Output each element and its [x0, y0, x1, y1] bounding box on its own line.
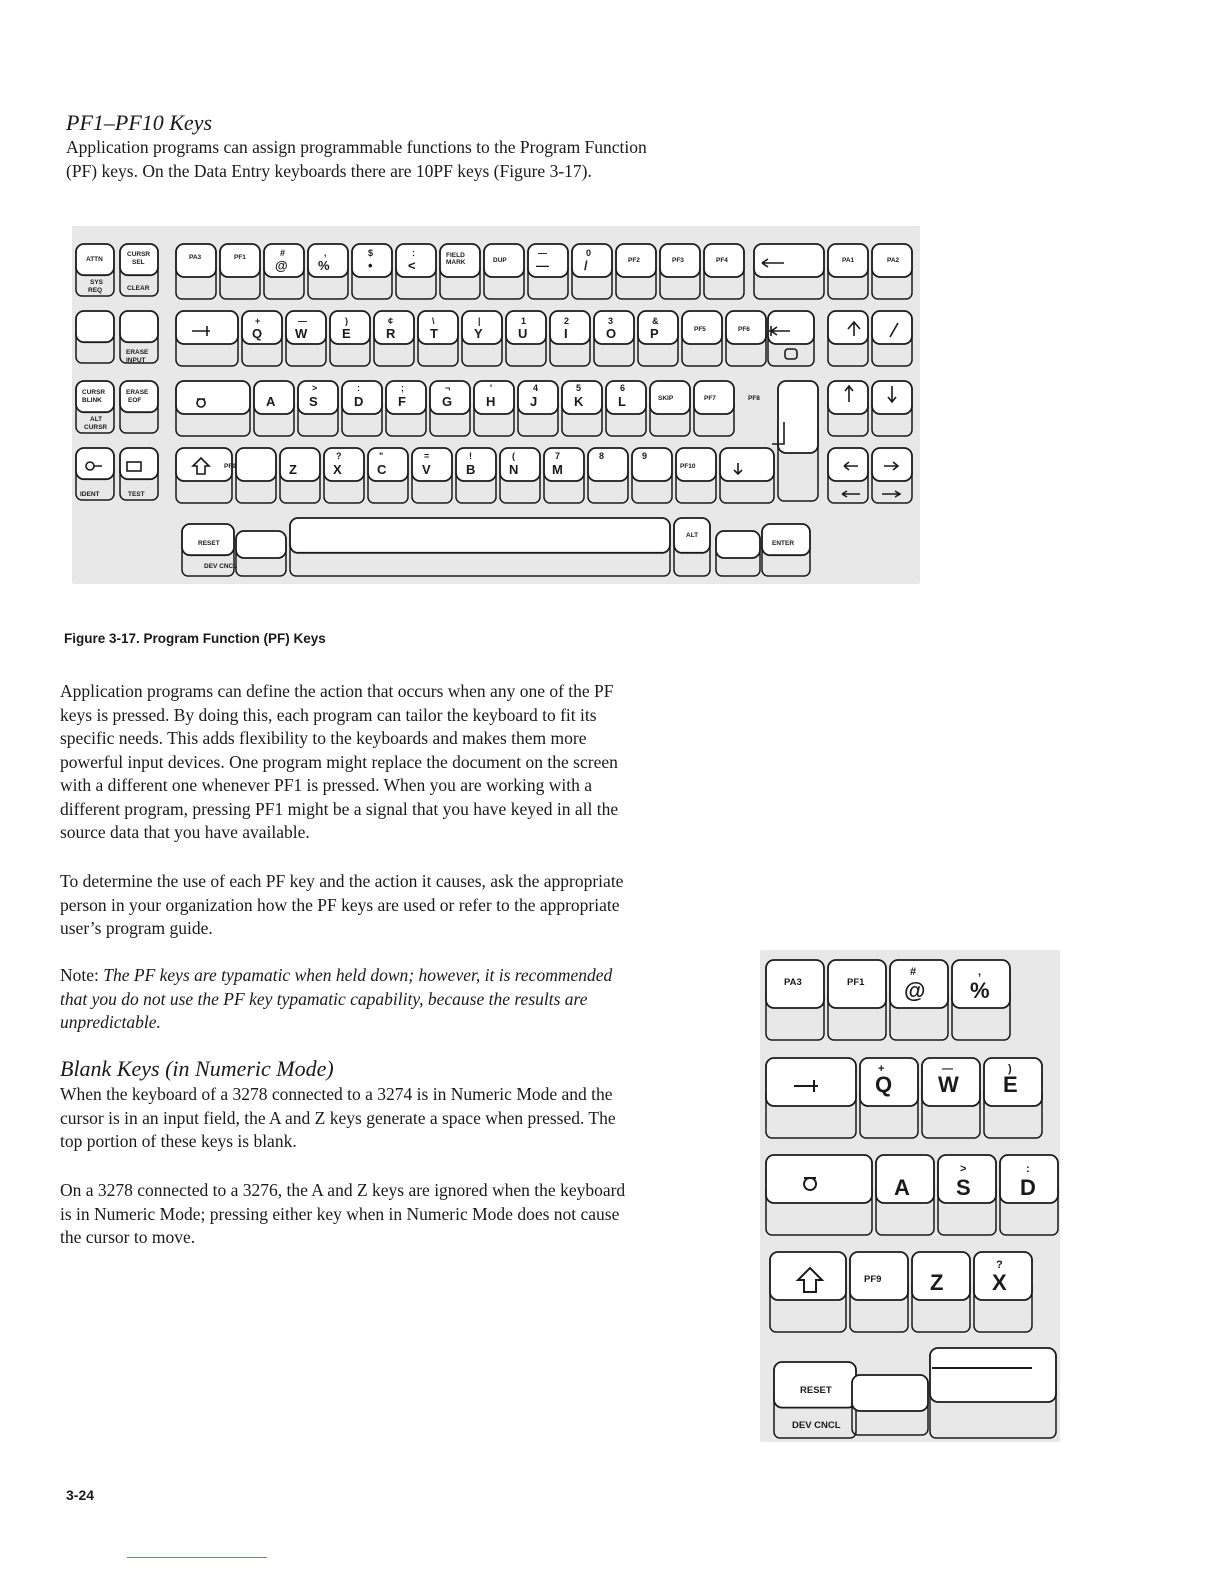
text-line: On a 3278 connected to a 3276, the A and Z keys are ignored when the keyboard: [60, 1180, 626, 1200]
keycap-backtab: [768, 311, 814, 366]
page-number: 3-24: [66, 1487, 95, 1503]
intro-line: Application programs can assign programmable functions to the Program Function: [66, 137, 647, 157]
key-erase-input-2: INPUT: [126, 357, 146, 364]
keycap-row1: [616, 244, 656, 299]
key-v: V: [422, 462, 431, 477]
keycap-shift: [176, 448, 232, 503]
keycap-right: [872, 244, 912, 299]
zoom-key-percent: %: [970, 978, 990, 1003]
key-pa2: PA2: [887, 257, 900, 264]
key-pf2: PF2: [628, 257, 640, 264]
key-pf5: PF5: [694, 326, 706, 333]
text-line: with a different one whenever PF1 is pressed. When you are working with a: [60, 775, 592, 795]
key-seven: 7: [555, 451, 561, 461]
paragraph-blank-keys-3276: [60, 1179, 740, 1250]
key-pf7: PF7: [704, 395, 716, 402]
text-line: cursor is in an input field, the A and Z keys generate a space when pressed. The: [60, 1107, 616, 1128]
key-j: J: [530, 394, 538, 409]
keyboard-figure: [72, 226, 920, 584]
keycap-tab: [176, 311, 238, 366]
key-t: T: [430, 326, 438, 341]
note-block: [60, 964, 740, 1035]
key-cursr-blink-1: CURSR: [82, 389, 106, 396]
zoom-key-greater: >: [960, 1163, 967, 1175]
key-erase-eof-1: ERASE: [126, 389, 149, 396]
key-colon: :: [412, 248, 415, 258]
zoom-key-plus: +: [878, 1063, 885, 1075]
keycap-right: [828, 244, 868, 299]
keycap-right: [828, 381, 868, 436]
key-skip: SKIP: [658, 395, 674, 402]
key-dash-top: —: [538, 248, 547, 258]
key-sys-req-2: REQ: [88, 287, 103, 294]
key-slash: /: [584, 258, 588, 273]
key-one: 1: [521, 316, 527, 326]
text-line: specific needs. This adds flexibility to the keyboards and makes them more: [60, 728, 587, 748]
key-pf9: PF9: [224, 463, 236, 470]
key-m: M: [552, 462, 563, 477]
zoom-keycap-space: [930, 1348, 1056, 1438]
key-quote: ": [379, 451, 384, 461]
keycap-enter: [762, 524, 810, 576]
key-i: I: [564, 326, 568, 341]
keycap-right: [872, 311, 912, 366]
key-reset: RESET: [198, 540, 220, 547]
key-three: 3: [608, 316, 614, 326]
key-pf6: PF6: [738, 326, 750, 333]
zoom-key-d: D: [1020, 1175, 1036, 1200]
keycap-row1: [220, 244, 260, 299]
key-s: S: [309, 394, 318, 409]
zoom-key-pf1: PF1: [847, 977, 865, 988]
key-f: F: [398, 394, 406, 409]
key-dash: —: [536, 258, 549, 273]
intro-paragraph: [66, 136, 647, 183]
zoom-key-comma: ,: [978, 966, 982, 978]
key-o: O: [606, 326, 617, 341]
figure-caption: Figure 3-17. Program Function (PF) Keys: [64, 631, 326, 646]
keycap-row2: [550, 311, 590, 366]
keyboard-drawing: [72, 226, 920, 584]
key-equals: =: [424, 451, 430, 461]
key-x: X: [333, 462, 342, 477]
key-l: L: [618, 394, 626, 409]
key-sys-req-1: SYS: [90, 279, 104, 286]
keycap-row3: [606, 381, 646, 436]
keycap-row2: [726, 311, 766, 366]
zoom-keycap-pa3: [766, 960, 824, 1040]
zoom-keycap-lock: [766, 1155, 872, 1235]
zoom-key-hash: #: [910, 966, 917, 978]
key-pipe: |: [478, 316, 481, 326]
key-pf4: PF4: [716, 257, 728, 264]
keycap-left-r2: [76, 311, 114, 363]
key-w: W: [295, 326, 308, 341]
keycap-row2: [682, 311, 722, 366]
keyboard-zoom-drawing: [760, 950, 1060, 1442]
key-zero: 0: [586, 248, 592, 258]
keycap-row4: [412, 448, 452, 503]
fast-right-icon: [882, 491, 900, 497]
key-pa3: PA3: [189, 254, 202, 261]
key-plus: +: [255, 316, 261, 326]
key-attn: ATTN: [86, 256, 103, 263]
text-line: To determine the use of each PF key and the action it causes, ask the appropriate: [60, 871, 624, 891]
zoom-keycap-q: [860, 1058, 918, 1138]
key-cent: ¢: [388, 316, 394, 326]
key-greater: >: [312, 383, 318, 393]
keycap-row4: [544, 448, 584, 503]
key-d: D: [354, 394, 364, 409]
keycap-row4: [368, 448, 408, 503]
paragraph-determine: [60, 870, 720, 941]
key-at: @: [275, 258, 288, 273]
keycap-row3: [650, 381, 690, 436]
section-heading-pf-keys: PF1–PF10 Keys: [66, 110, 213, 135]
key-pf3: PF3: [672, 257, 684, 264]
key-r: R: [386, 326, 396, 341]
keycap-space: [290, 518, 670, 576]
keyboard-zoom-figure: [760, 950, 1060, 1442]
text-line: keys is pressed. By doing this, each program can tailor the keyboard to fit its: [60, 704, 597, 725]
key-pf10: PF10: [680, 463, 696, 470]
text-line: source data that you have available.: [60, 822, 310, 842]
text-line: the cursor to move.: [60, 1227, 196, 1247]
key-alt: ALT: [686, 532, 699, 539]
zoom-key-a: A: [894, 1175, 910, 1200]
note-label: Note:: [60, 965, 99, 985]
key-alt-cursr-1: ALT: [90, 416, 103, 423]
zoom-key-e: E: [1003, 1072, 1018, 1097]
note-text: that you do not use the PF key typamatic capability, because the results are: [60, 988, 588, 1009]
zoom-key-colon: :: [1026, 1163, 1030, 1175]
text-line: powerful input devices. One program might replace the document on the screen: [60, 751, 618, 772]
section-heading-blank-keys: Blank Keys (in Numeric Mode): [60, 1056, 334, 1081]
keycap-row4: [456, 448, 496, 503]
keycap-lock: [176, 381, 250, 436]
key-five: 5: [576, 383, 582, 393]
key-ampersand: &: [652, 316, 659, 326]
zoom-key-at: @: [904, 978, 926, 1003]
keycap-row1: [572, 244, 612, 299]
keycap-row4: [676, 448, 716, 503]
key-n: N: [509, 462, 519, 477]
keycap-backspace: [754, 244, 824, 299]
zoom-keycap-blank: [852, 1375, 928, 1435]
key-k: K: [574, 394, 584, 409]
text-line: person in your organization how the PF keys are used or refer to the appropriate: [60, 894, 620, 915]
key-c: C: [377, 462, 387, 477]
keycap-row4: [588, 448, 628, 503]
key-y: Y: [474, 326, 483, 341]
bottom-rule: [127, 1557, 267, 1558]
zoom-key-x: X: [992, 1270, 1007, 1295]
key-z: Z: [289, 462, 297, 477]
keycap-row4: [500, 448, 540, 503]
keycap-right: [828, 311, 868, 366]
key-question: ?: [336, 451, 342, 461]
key-e: E: [342, 326, 351, 341]
zoom-keycap-pf9: [850, 1252, 908, 1332]
key-bullet: •: [368, 258, 373, 273]
key-dash-w: —: [298, 316, 307, 326]
key-alt-cursr-2: CURSR: [84, 424, 108, 431]
text-line: different program, pressing PF1 might be a signal that you have keyed in all the: [60, 798, 619, 819]
key-colon-d: :: [357, 383, 360, 393]
key-erase-input-1: ERASE: [126, 349, 149, 356]
keycap-row1: [704, 244, 744, 299]
zoom-key-dev-cncl: DEV CNCL: [792, 1420, 841, 1431]
keycap-row2: [418, 311, 458, 366]
keycap-row4: [280, 448, 320, 503]
keycap-row3: [694, 381, 734, 436]
key-pf1: PF1: [234, 254, 246, 261]
keycap-down: [720, 448, 774, 503]
zoom-key-dash: —: [942, 1063, 953, 1075]
key-test: TEST: [128, 491, 145, 498]
key-pf8: PF8: [748, 395, 760, 402]
key-ident: IDENT: [80, 491, 100, 498]
key-g: G: [442, 394, 453, 409]
keycap-alt: [674, 518, 710, 576]
key-exclaim: !: [469, 451, 472, 461]
keycap-row1: [660, 244, 700, 299]
zoom-keycap-pf1: [828, 960, 886, 1040]
key-semicolon: ;: [401, 383, 404, 393]
key-p: P: [650, 326, 659, 341]
key-dup: DUP: [493, 257, 507, 264]
key-pa1: PA1: [842, 257, 855, 264]
key-hash: #: [280, 248, 286, 258]
text-line: is in Numeric Mode; pressing either key when in Numeric Mode does not cause: [60, 1203, 620, 1224]
keycap-row3: [386, 381, 426, 436]
key-b: B: [466, 462, 476, 477]
keycap-pa3: [176, 244, 216, 299]
paragraph-blank-keys-3274: [60, 1083, 740, 1154]
key-field-mark-1: FIELD: [446, 252, 465, 259]
key-clear: CLEAR: [127, 285, 150, 292]
zoom-keycap-tab: [766, 1058, 856, 1138]
zoom-key-pf9: PF9: [864, 1274, 882, 1285]
key-dev-cncl: DEV CNCL: [204, 563, 238, 570]
text-line: top portion of these keys is blank.: [60, 1131, 297, 1151]
key-eight: 8: [599, 451, 605, 461]
key-nine: 9: [642, 451, 648, 461]
zoom-keycap-e: [984, 1058, 1042, 1138]
keycap-row1: [484, 244, 524, 299]
note-text: unpredictable.: [60, 1012, 161, 1032]
key-field-mark-2: MARK: [446, 259, 466, 266]
key-percent: %: [318, 258, 330, 273]
key-u: U: [518, 326, 528, 341]
keycap-row4: [632, 448, 672, 503]
text-line: Application programs can define the action that occurs when any one of the PF: [60, 681, 614, 701]
keycap-row3: [298, 381, 338, 436]
keycap-row4: [324, 448, 364, 503]
keycap-row1: [396, 244, 436, 299]
zoom-key-s: S: [956, 1175, 971, 1200]
key-rparen: ): [345, 316, 348, 326]
key-apostrophe: ': [490, 383, 493, 393]
zoom-key-question: ?: [996, 1259, 1003, 1271]
key-dollar: $: [368, 248, 374, 258]
zoom-key-pa3: PA3: [784, 977, 802, 988]
paragraph-pf-usage: [60, 680, 720, 845]
key-a: A: [266, 394, 276, 409]
key-erase-eof-2: EOF: [128, 397, 142, 404]
key-enter: ENTER: [772, 540, 795, 547]
key-less: <: [408, 258, 416, 273]
key-backslash: \: [432, 316, 435, 326]
key-two: 2: [564, 316, 570, 326]
key-four: 4: [533, 383, 539, 393]
keycap-row4: [236, 448, 276, 503]
text-line: When the keyboard of a 3278 connected to a 3274 is in Numeric Mode and the: [60, 1084, 613, 1104]
key-q: Q: [252, 326, 263, 341]
zoom-key-z: Z: [930, 1270, 944, 1295]
text-line: user’s program guide.: [60, 918, 213, 938]
key-cursr-sel-2: SEL: [132, 259, 145, 266]
intro-line: (PF) keys. On the Data Entry keyboards there are 10PF keys (Figure 3-17).: [66, 160, 592, 181]
fast-left-icon: [842, 491, 860, 497]
zoom-key-reset: RESET: [800, 1385, 832, 1396]
keycap-blank-alt: [716, 531, 760, 576]
key-lparen: (: [512, 451, 515, 461]
key-cursr-sel-1: CURSR: [127, 251, 151, 258]
zoom-key-w: W: [938, 1072, 959, 1097]
key-not: ¬: [445, 383, 451, 393]
zoom-key-rparen: ): [1008, 1063, 1012, 1075]
key-six: 6: [620, 383, 626, 393]
keycap-blank-r5: [236, 531, 286, 576]
reset-square-icon: [785, 349, 797, 359]
key-cursr-blink-2: BLINK: [82, 397, 102, 404]
key-comma: ,: [324, 248, 327, 258]
key-h: H: [486, 394, 496, 409]
note-text: The PF keys are typamatic when held down; however, it is recommended: [103, 965, 613, 985]
zoom-key-q: Q: [875, 1072, 893, 1097]
